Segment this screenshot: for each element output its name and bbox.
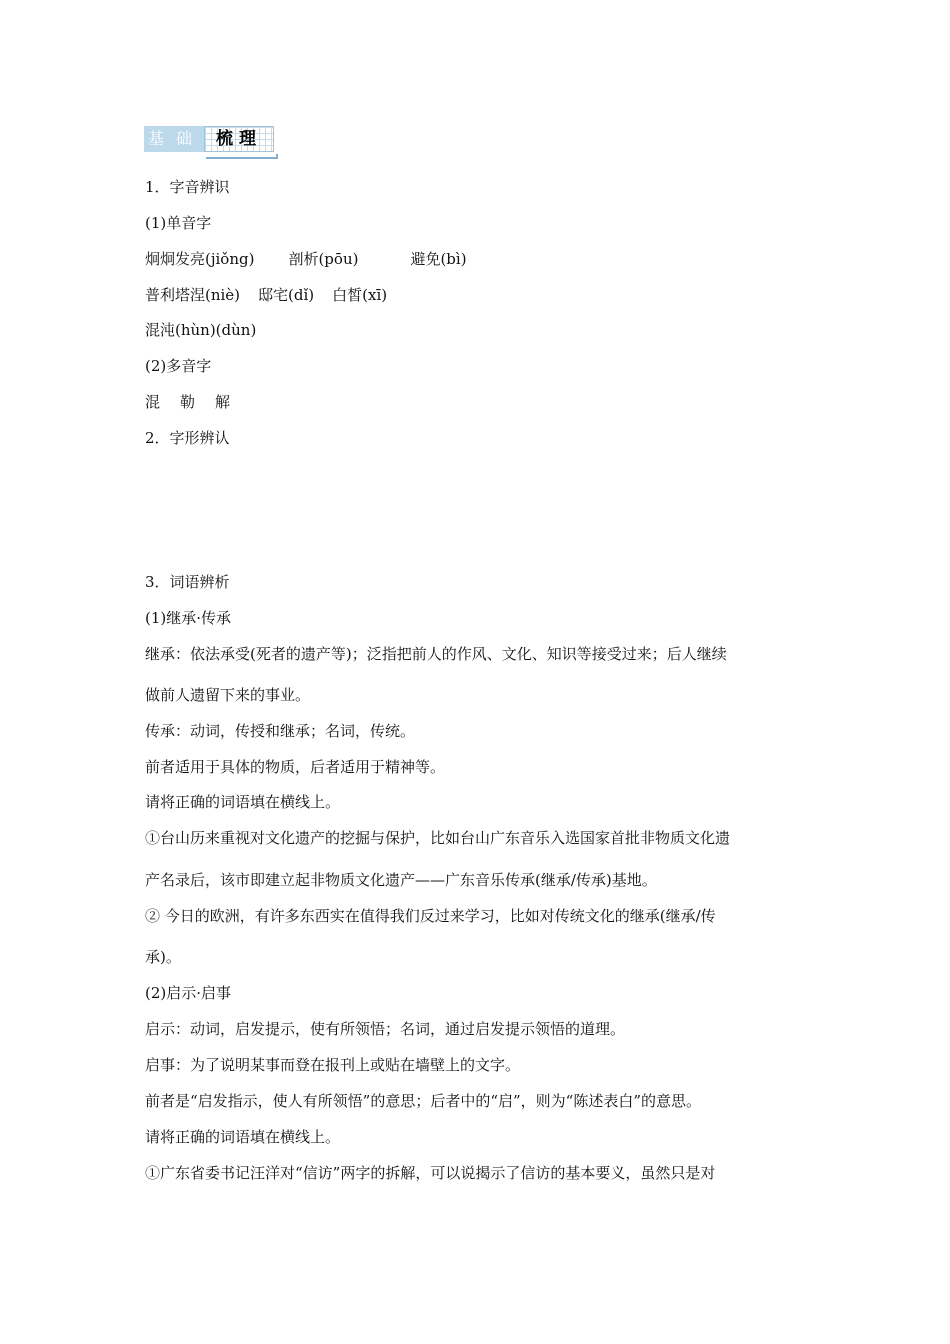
section-badge — [144, 126, 276, 158]
text-line: ①广东省委书记汪洋对“信访”两字的拆解，可以说揭示了信访的基本要义，虽然只是对 — [145, 1164, 716, 1182]
heading-2: 2．字形辨认 — [145, 429, 230, 447]
polyphonic-char: 混 — [145, 393, 161, 411]
pinyin-item: 普利塔涅(niè) — [145, 286, 241, 304]
heading-1: 1．字音辨识 — [145, 178, 230, 196]
text-line: 启示：动词，启发提示，使有所领悟；名词，通过启发提示领悟的道理。 — [145, 1020, 626, 1038]
badge-right-text: 梳理 — [204, 126, 274, 152]
subheading-word-pair-2: (2)启示·启事 — [145, 984, 232, 1002]
badge-underline — [206, 154, 278, 159]
pinyin-item: 白皙(xī) — [332, 286, 388, 304]
polyphonic-row — [145, 392, 230, 412]
badge-left-text: 基础 — [144, 126, 204, 152]
subheading-single-pronunciation: (1)单音字 — [145, 214, 212, 232]
polyphonic-char: 勒 — [180, 393, 196, 411]
subheading-polyphonic: (2)多音字 — [145, 357, 212, 375]
text-line: 前者适用于具体的物质，后者适用于精神等。 — [145, 758, 446, 776]
pinyin-item: 邸宅(dǐ) — [258, 286, 315, 304]
text-line: 产名录后，该市即建立起非物质文化遗产——广东音乐传承(继承/传承)基地。 — [145, 871, 657, 889]
text-line: 承)。 — [145, 948, 181, 966]
text-line: 继承：依法承受(死者的遗产等)；泛指把前人的作风、文化、知识等接受过来；后人继续 — [145, 645, 727, 663]
pinyin-row-1 — [145, 249, 467, 269]
text-line: 请将正确的词语填在横线上。 — [145, 1128, 341, 1146]
pinyin-row-2 — [145, 285, 387, 305]
text-line: 请将正确的词语填在横线上。 — [145, 793, 341, 811]
text-line: 启事：为了说明某事而登在报刊上或贴在墙壁上的文字。 — [145, 1056, 521, 1074]
heading-3: 3．词语辨析 — [145, 573, 230, 591]
pinyin-item: 炯炯发亮(jiǒng) — [145, 250, 255, 268]
subheading-word-pair-1: (1)继承·传承 — [145, 609, 232, 627]
text-line: 前者是“启发指示，使人有所领悟”的意思；后者中的“启”，则为“陈述表白”的意思。 — [145, 1092, 702, 1110]
text-line: ② 今日的欧洲，有许多东西实在值得我们反过来学习，比如对传统文化的继承(继承/传 — [145, 907, 716, 925]
pinyin-item: 剖析(pōu) — [288, 250, 359, 268]
pinyin-item: 避免(bì) — [410, 250, 467, 268]
pinyin-row-3: 混沌(hùn)(dùn) — [145, 321, 257, 339]
text-line: 传承：动词，传授和继承；名词，传统。 — [145, 722, 416, 740]
text-line: ①台山历来重视对文化遗产的挖掘与保护，比如台山广东音乐入选国家首批非物质文化遗 — [145, 829, 731, 847]
polyphonic-char: 解 — [215, 393, 231, 411]
text-line: 做前人遗留下来的事业。 — [145, 686, 311, 704]
